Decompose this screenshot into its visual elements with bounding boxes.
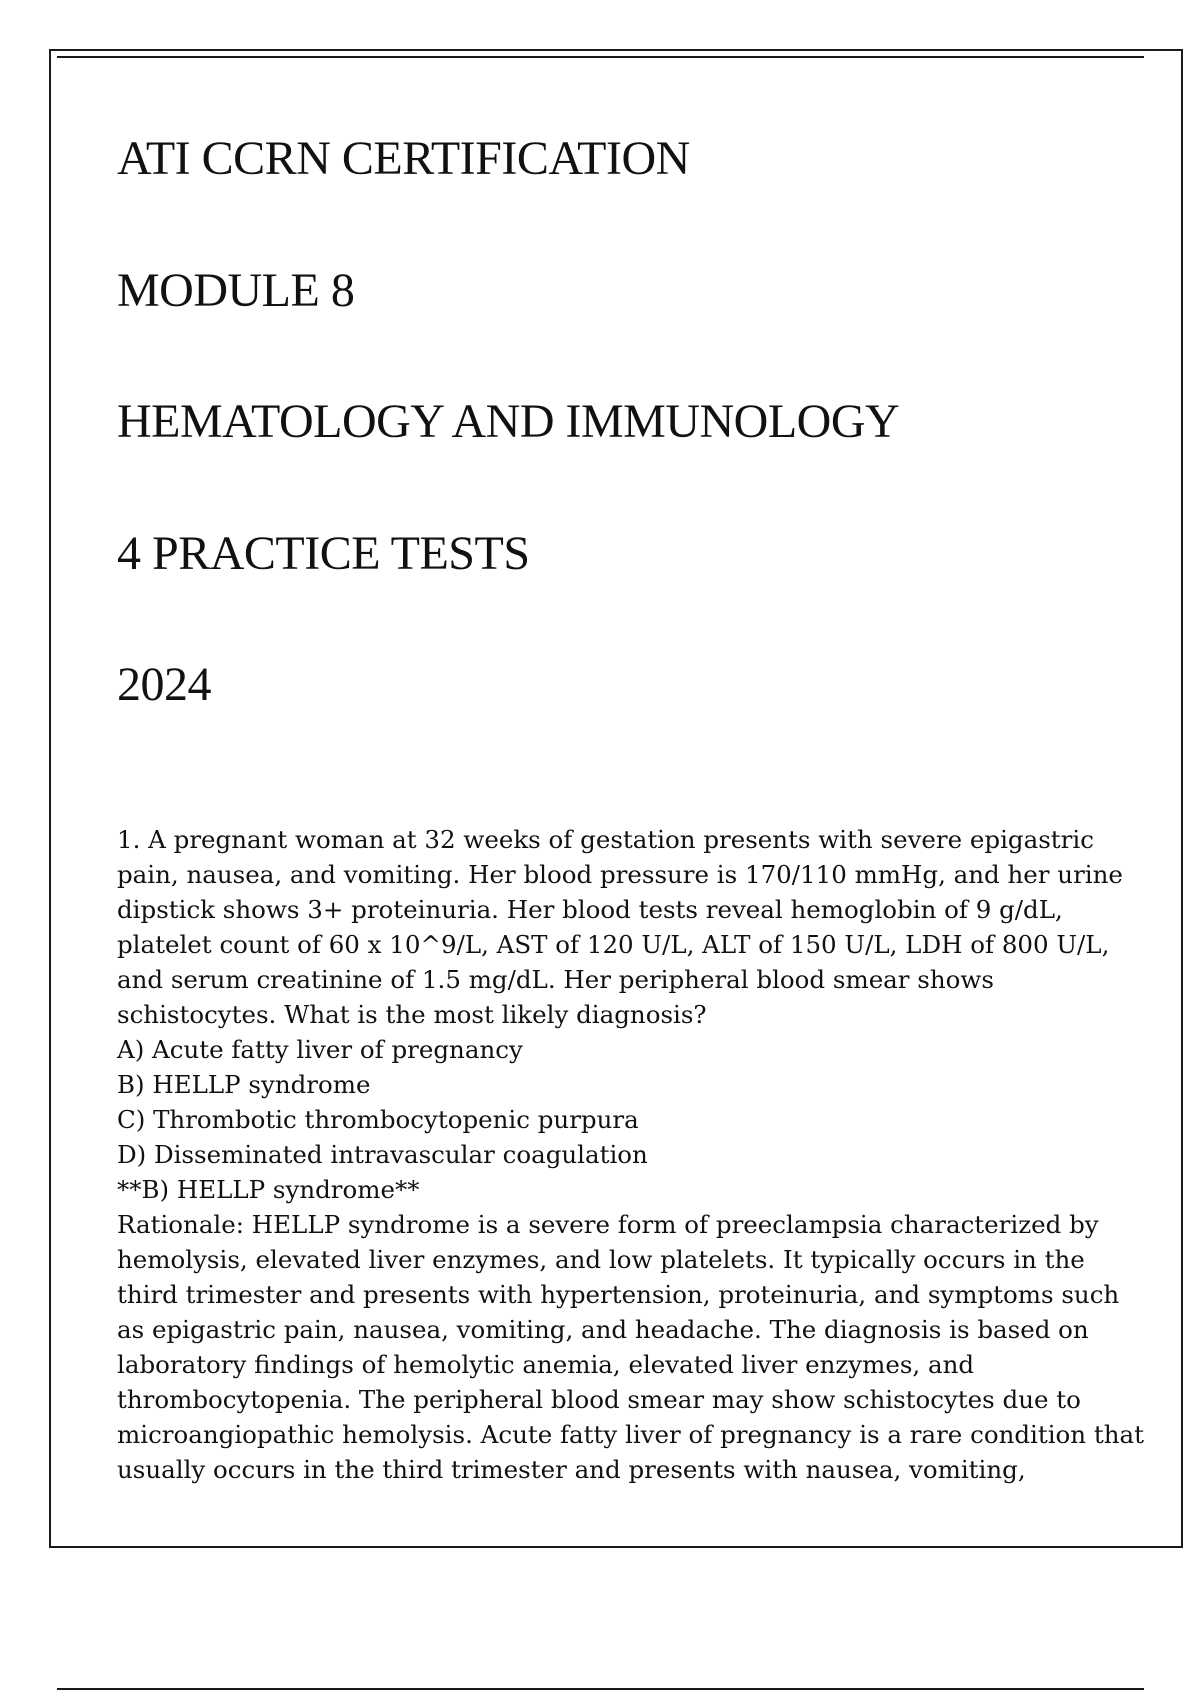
answer-option-b: B) HELLP syndrome: [117, 1070, 371, 1099]
question-stem-line: schistocytes. What is the most likely diagnosis?: [117, 1000, 707, 1029]
rationale-line: Rationale: HELLP syndrome is a severe form of preeclampsia characterized by: [117, 1210, 1099, 1239]
certification-title: ATI CCRN CERTIFICATION: [117, 132, 690, 185]
rationale-line: laboratory findings of hemolytic anemia, elevated liver enzymes, and: [117, 1350, 975, 1379]
question-stem-line: platelet count of 60 x 10^9/L, AST of 120 U/L, ALT of 150 U/L, LDH of 800 U/L,: [117, 930, 1110, 959]
top-rule-divider: [57, 56, 1144, 58]
rationale-line: thrombocytopenia. The peripheral blood smear may show schistocytes due to: [117, 1385, 1081, 1414]
rationale-line: third trimester and presents with hypertension, proteinuria, and symptoms such: [117, 1280, 1120, 1309]
rationale-line: hemolysis, elevated liver enzymes, and low platelets. It typically occurs in the: [117, 1245, 1085, 1274]
rationale-line: usually occurs in the third trimester and presents with nausea, vomiting,: [117, 1455, 1026, 1484]
subject-title: HEMATOLOGY AND IMMUNOLOGY: [117, 395, 900, 448]
rationale-line: as epigastric pain, nausea, vomiting, and headache. The diagnosis is based on: [117, 1315, 1089, 1344]
answer-option-a: A) Acute fatty liver of pregnancy: [117, 1035, 523, 1064]
question-stem-line: 1. A pregnant woman at 32 weeks of gestation presents with severe epigastric: [117, 825, 1094, 854]
question-stem-line: dipstick shows 3+ proteinuria. Her blood tests reveal hemoglobin of 9 g/dL,: [117, 895, 1063, 924]
question-stem-line: and serum creatinine of 1.5 mg/dL. Her peripheral blood smear shows: [117, 965, 994, 994]
practice-tests-title: 4 PRACTICE TESTS: [117, 527, 530, 580]
question-block: [117, 822, 1157, 1487]
year-title: 2024: [117, 658, 211, 711]
bottom-rule-divider: [57, 1688, 1144, 1690]
correct-answer: **B) HELLP syndrome**: [117, 1175, 420, 1204]
answer-option-d: D) Disseminated intravascular coagulation: [117, 1140, 648, 1169]
rationale-line: microangiopathic hemolysis. Acute fatty liver of pregnancy is a rare condition that: [117, 1420, 1144, 1449]
module-title: MODULE 8: [117, 264, 355, 317]
question-stem-line: pain, nausea, and vomiting. Her blood pressure is 170/110 mmHg, and her urine: [117, 860, 1123, 889]
answer-option-c: C) Thrombotic thrombocytopenic purpura: [117, 1105, 639, 1134]
